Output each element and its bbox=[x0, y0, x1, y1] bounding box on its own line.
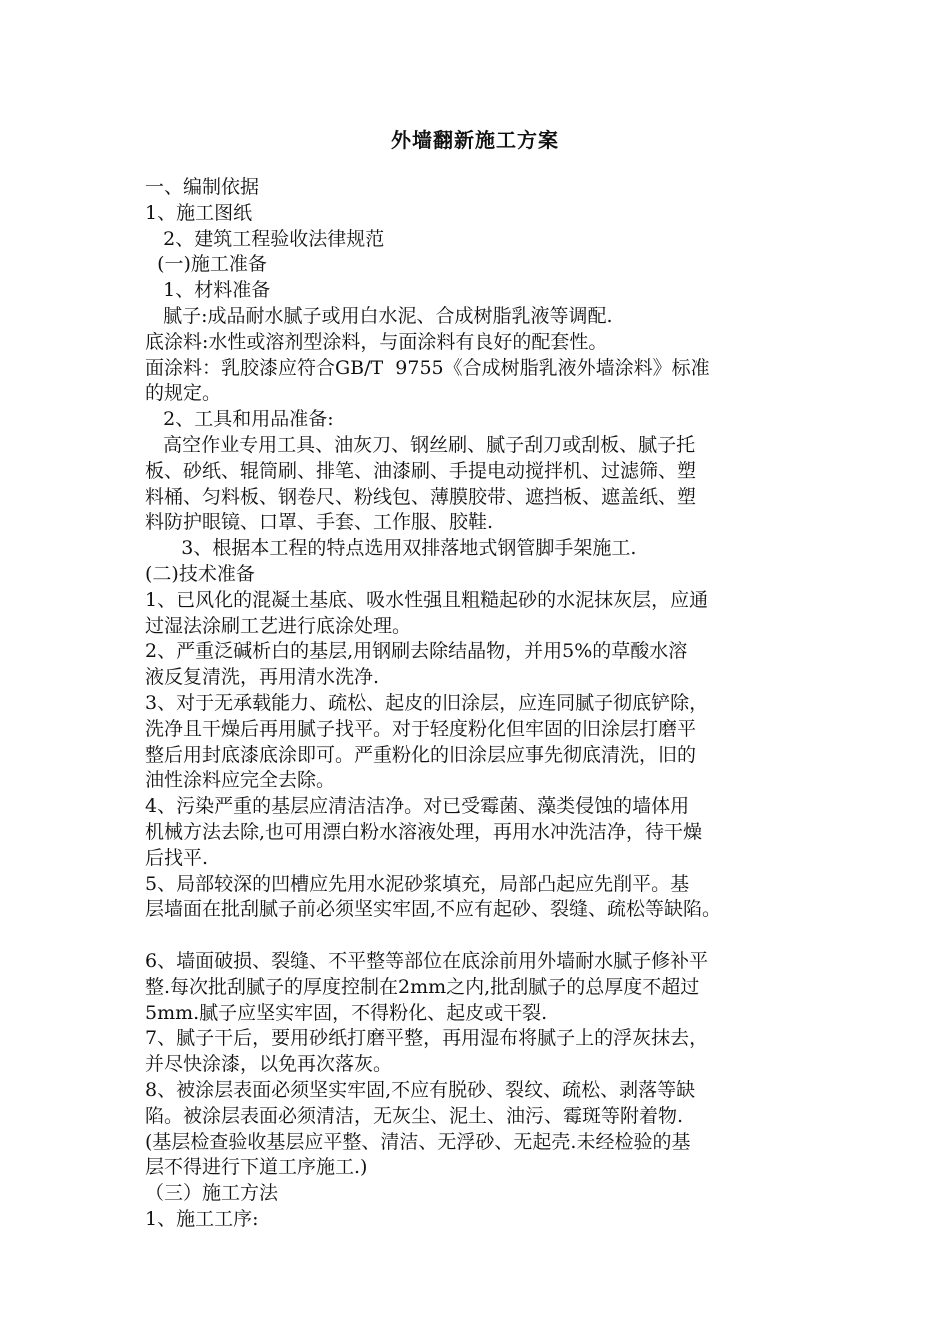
body-line: 腻子:成品耐水腻子或用白水泥、合成树脂乳液等调配. bbox=[145, 305, 613, 327]
body-line: 1、材料准备 bbox=[145, 279, 271, 302]
body-line: 陷。被涂层表面必须清洁，无灰尘、泥土、油污、霉斑等附着物. bbox=[145, 1104, 684, 1127]
body-line: 一、编制依据 bbox=[145, 176, 260, 198]
body-line: 4、污染严重的基层应清洁洁净。对已受霉菌、藻类侵蚀的墙体用 bbox=[145, 795, 690, 818]
body-line: 7、腻子干后，要用砂纸打磨平整，再用湿布将腻子上的浮灰抹去， bbox=[145, 1027, 709, 1050]
body-line: （三）施工方法 bbox=[145, 1182, 279, 1205]
body-line: 料防护眼镜、口罩、手套、工作服、胶鞋. bbox=[145, 511, 494, 534]
body-line: 3、对于无承载能力、疏松、起皮的旧涂层，应连同腻子彻底铲除， bbox=[145, 692, 709, 714]
body-line: 3、根据本工程的特点选用双排落地式钢管脚手架施工. bbox=[145, 537, 637, 560]
body-line: 6、墙面破损、裂缝、不平整等部位在底涂前用外墙耐水腻子修补平 bbox=[145, 950, 709, 972]
body-line: 2、工具和用品准备: bbox=[145, 408, 334, 431]
body-line: 洗净且干燥后再用腻子找平。对于轻度粉化但牢固的旧涂层打磨平 bbox=[145, 717, 697, 740]
body-line: 1、已风化的混凝土基底、吸水性强且粗糙起砂的水泥抹灰层，应通 bbox=[145, 588, 709, 611]
body-line: 的规定。 bbox=[145, 382, 222, 405]
body-line: 2、建筑工程验收法律规范 bbox=[145, 227, 385, 250]
body-line: 层墙面在批刮腻子前必须坚实牢固,不应有起砂、裂缝、疏松等缺陷。 bbox=[145, 898, 722, 921]
body-line: 料桶、匀料板、钢卷尺、粉线包、薄膜胶带、遮挡板、遮盖纸、塑 bbox=[145, 485, 697, 508]
body-line: 1、施工工序: bbox=[145, 1208, 259, 1230]
document-title: 外墙翻新施工方案 bbox=[391, 128, 559, 152]
body-line: 板、砂纸、辊筒刷、排笔、油漆刷、手提电动搅拌机、过滤筛、塑 bbox=[145, 459, 697, 482]
body-line: 并尽快涂漆，以免再次落灰。 bbox=[145, 1053, 393, 1076]
body-line: 5mm.腻子应坚实牢固，不得粉化、起皮或干裂. bbox=[145, 1001, 548, 1024]
body-line: (一)施工准备 bbox=[145, 253, 267, 276]
body-line: 底涂料:水性或溶剂型涂料，与面涂料有良好的配套性。 bbox=[145, 330, 608, 353]
body-line: 5、局部较深的凹槽应先用水泥砂浆填充，局部凸起应先削平。基 bbox=[145, 872, 690, 895]
body-line: 后找平. bbox=[145, 846, 209, 869]
body-line: 过湿法涂刷工艺进行底涂处理。 bbox=[145, 614, 412, 637]
body-line: 层不得进行下道工序施工.) bbox=[145, 1156, 368, 1179]
body-line: 整后用封底漆底涂即可。严重粉化的旧涂层应事先彻底清洗，旧的 bbox=[145, 743, 697, 766]
body-line: 8、被涂层表面必须坚实牢固,不应有脱砂、裂纹、疏松、剥落等缺 bbox=[145, 1079, 696, 1101]
body-line: 机械方法去除,也可用漂白粉水溶液处理，再用水冲洗洁净，待干燥 bbox=[145, 821, 703, 843]
body-line: 液反复清洗，再用清水洗净. bbox=[145, 666, 380, 689]
body-line: 整.每次批刮腻子的厚度控制在2mm之内,批刮腻子的总厚度不超过 bbox=[145, 975, 700, 998]
body-line: (基层检查验收基层应平整、清洁、无浮砂、无起壳.未经检验的基 bbox=[145, 1130, 691, 1153]
body-line: 高空作业专用工具、油灰刀、钢丝刷、腻子刮刀或刮板、腻子托 bbox=[145, 434, 696, 456]
body-line: 面涂料：乳胶漆应符合GB/T 9755《合成树脂乳液外墙涂料》标准 bbox=[145, 356, 710, 379]
body-line: 1、施工图纸 bbox=[145, 201, 253, 224]
body-line: 油性涂料应完全去除。 bbox=[145, 769, 336, 792]
body-line: 2、严重泛碱析白的基层,用钢刷去除结晶物，并用5%的草酸水溶 bbox=[145, 640, 688, 663]
body-line: (二)技术准备 bbox=[145, 563, 255, 585]
